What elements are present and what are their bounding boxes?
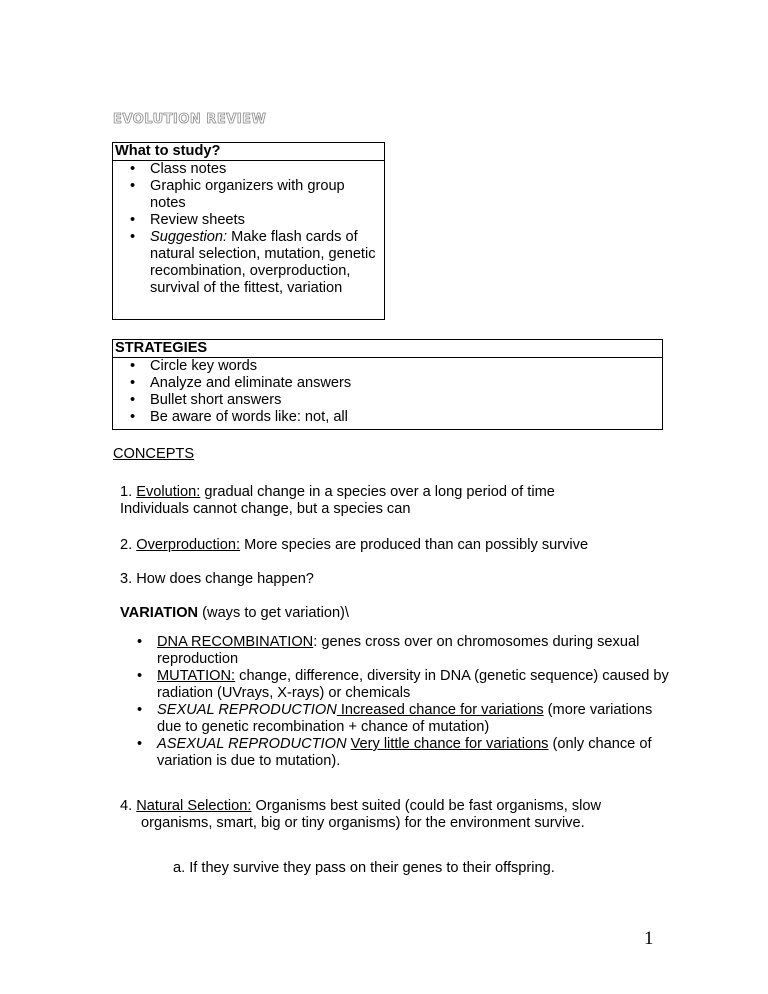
term-mutation: MUTATION: <box>157 668 236 684</box>
concept-change-question: 3. How does change happen? <box>120 571 314 587</box>
term-evolution: Evolution: <box>136 484 201 500</box>
concept-natural-selection: 4. Natural Selection: Organisms best suited (could be fast organisms, slow organisms, smart, big or tiny organisms) for the environment survive. <box>120 798 602 831</box>
term-sexual-reproduction: SEXUAL REPRODUCTION <box>157 702 337 718</box>
list-item: • Suggestion: Make flash cards of natural selection, mutation, genetic recombination, overproduction, survival of the fittest, variation <box>113 229 384 297</box>
list-item: • Be aware of words like: not, all <box>113 409 662 426</box>
study-box-heading: What to study? <box>113 143 384 161</box>
term-dna-recombination: DNA RECOMBINATION <box>157 634 314 650</box>
concept-overproduction: 2. Overproduction: More species are produced than can possibly survive <box>120 537 589 553</box>
concept-natural-selection-a: a. If they survive they pass on their genes to their offspring. <box>173 860 555 876</box>
strategies-list <box>113 358 662 426</box>
term-overproduction: Overproduction: <box>136 537 241 553</box>
study-list <box>113 161 384 297</box>
page-number: 1 <box>644 928 654 949</box>
list-item: • Graphic organizers with group notes <box>113 178 384 212</box>
page-title: EVOLUTION REVIEW <box>113 112 267 127</box>
list-item: • MUTATION: change, difference, diversity in DNA (genetic sequence) caused by radiation (UVrays, X-rays) or chemicals <box>120 668 680 702</box>
list-item: • ASEXUAL REPRODUCTION Very little chance for variations (only chance of variation is due to mutation). <box>120 736 680 770</box>
suggestion-label: Suggestion: <box>150 229 228 245</box>
list-item: • Analyze and eliminate answers <box>113 375 662 392</box>
term-variation: VARIATION <box>120 605 199 621</box>
term-natural-selection: Natural Selection: <box>136 798 252 814</box>
list-item: • SEXUAL REPRODUCTION Increased chance for variations (more variations due to genetic recombination + chance of mutation) <box>120 702 680 736</box>
concept-evolution: 1. Evolution: gradual change in a species over a long period of time Individuals cannot change, but a species can <box>120 484 555 517</box>
concepts-heading: CONCEPTS <box>113 446 195 462</box>
variation-heading: VARIATION (ways to get variation)\ <box>120 605 349 621</box>
list-item: • Class notes <box>113 161 384 178</box>
list-item: • Review sheets <box>113 212 384 229</box>
variation-list <box>120 634 680 770</box>
strategies-box-heading: STRATEGIES <box>113 340 662 358</box>
study-box <box>112 142 385 320</box>
term-asexual-reproduction: ASEXUAL REPRODUCTION <box>157 736 347 752</box>
list-item: • Bullet short answers <box>113 392 662 409</box>
list-item: • Circle key words <box>113 358 662 375</box>
list-item: • DNA RECOMBINATION: genes cross over on chromosomes during sexual reproduction <box>120 634 680 668</box>
strategies-box <box>112 339 663 430</box>
